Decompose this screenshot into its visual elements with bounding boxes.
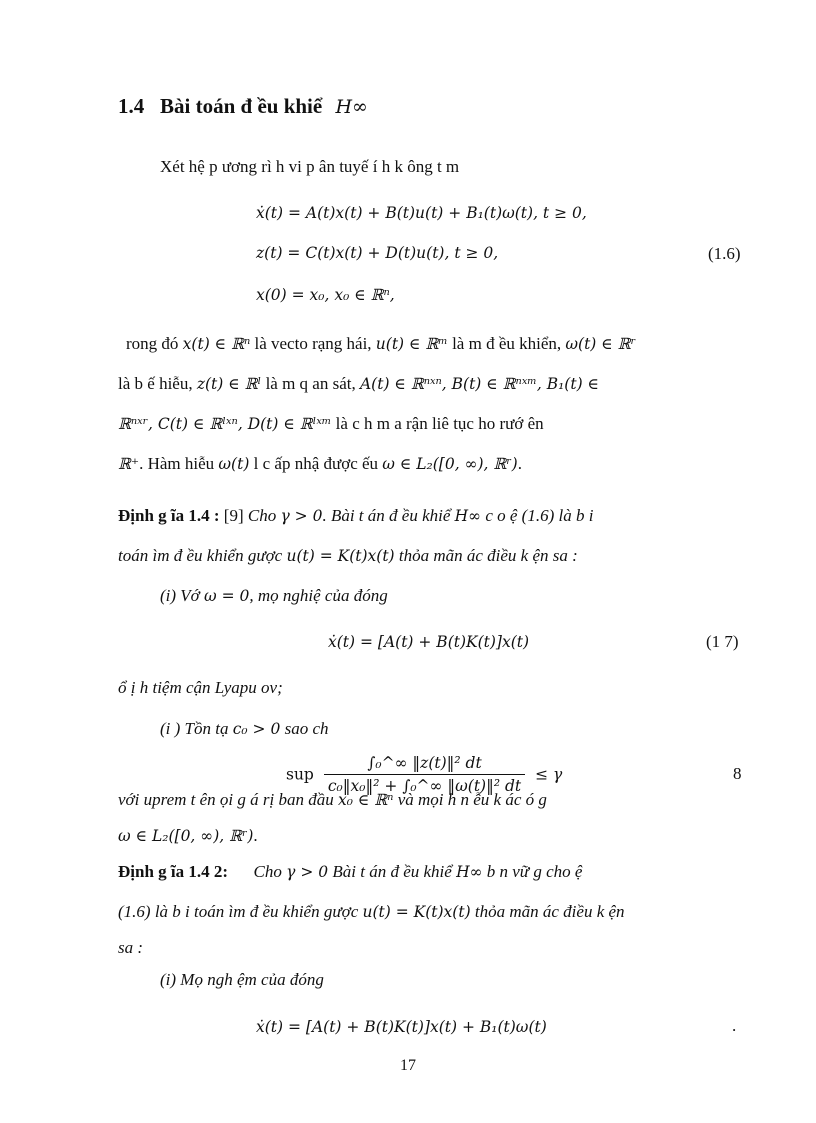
section-number: 1.4 — [118, 94, 145, 118]
def-math: u(t) = K(t)x(t) — [286, 547, 395, 565]
def-math: γ > 0 — [280, 507, 323, 525]
def-math: ω ∈ L₂([0, ∞), ℝʳ) — [118, 827, 254, 845]
def2-line-3: sa : — [118, 938, 144, 957]
system-eq-2: z(t) = C(t)x(t) + D(t)u(t), t ≥ 0, — [256, 244, 499, 262]
desc-text: rong đó — [126, 334, 179, 353]
def-text: (i ) Tồn tạ — [160, 719, 229, 738]
def1-condition-2 — [160, 719, 329, 739]
def1-eq-number: (1 7) — [706, 632, 739, 651]
def-math: H∞ — [454, 507, 482, 525]
def-math: γ > 0 — [286, 863, 329, 881]
desc-math: x(t) ∈ ℝⁿ — [182, 335, 251, 353]
desc-line-2 — [118, 374, 599, 394]
def1-closed-loop-eq: ẋ(t) = [A(t) + B(t)K(t)]x(t) — [328, 633, 530, 651]
def-text: . — [253, 826, 258, 845]
inequality-rhs: ≤ γ — [535, 765, 563, 784]
section-title-math: H∞ — [335, 96, 368, 118]
def1-condition-1 — [160, 586, 388, 606]
desc-math: ℝⁿˣʳ, C(t) ∈ ℝˡˣⁿ, D(t) ∈ ℝˡˣᵐ — [118, 415, 332, 433]
def1-tail-line-2 — [118, 826, 258, 846]
desc-text: l c ấp nhậ được ếu — [253, 454, 379, 473]
def-math: c₀ > 0 — [232, 720, 281, 738]
def1-line-2 — [118, 546, 578, 566]
def-math: u(t) = K(t)x(t) — [362, 903, 471, 921]
desc-text: là b ế hiễu, — [118, 374, 193, 393]
intro-text: Xét hệ p ương rì h vi p ân tuyế í h k ông t m — [160, 157, 460, 176]
system-eq-1: ẋ(t) = A(t)x(t) + B(t)u(t) + B₁(t)ω(t), t ≥ 0, — [256, 204, 587, 222]
section-heading — [118, 94, 368, 119]
def-text: với uprem t ên ọi g á rị ban đầu — [118, 790, 334, 809]
fraction-numerator: ∫₀^∞ ‖z(t)‖² dt — [324, 754, 525, 775]
desc-math: ω ∈ L₂([0, ∞), ℝʳ) — [382, 455, 518, 473]
section-title: Bài toán đ ều khiể — [160, 94, 323, 118]
desc-line-1 — [126, 334, 636, 354]
def-text: , mọ nghiệ của đóng — [249, 586, 388, 605]
desc-text: . — [517, 454, 522, 473]
def1-label: Định g ĩa 1.4 : — [118, 506, 220, 525]
def-text: . Bài t án đ ều khiể — [322, 506, 451, 525]
system-eq-3: x(0) = x₀, x₀ ∈ ℝⁿ, — [256, 286, 395, 304]
def-text: thỏa mãn ác điều k ện — [474, 902, 625, 921]
desc-text: là c h m a rận liê tục ho rướ ên — [335, 414, 544, 433]
def-text: sao ch — [284, 719, 329, 738]
def2-condition-1: (i) Mọ ngh ệm của đóng — [160, 970, 324, 989]
desc-math: ω(t) — [218, 455, 250, 473]
performance-fraction — [324, 754, 525, 795]
def1-tail-line-1 — [118, 790, 547, 810]
def-text: (1.6) là b i toán ìm đ ều khiển gược — [118, 902, 359, 921]
fraction-denominator: c₀‖x₀‖² + ∫₀^∞ ‖ω(t)‖² dt — [327, 777, 522, 795]
system-eq-number: (1.6) — [708, 244, 741, 263]
def-text: c o ệ (1.6) là b i — [485, 506, 594, 525]
desc-text: . Hàm hiễu — [139, 454, 215, 473]
def1-line-1 — [118, 506, 593, 526]
def1-stability-text: ổ ị h tiệm cận Lyapu ov; — [118, 678, 283, 697]
desc-math: ℝ⁺ — [118, 455, 140, 473]
def2-line-1 — [118, 862, 582, 882]
def-text: (i) Vớ — [160, 586, 200, 605]
desc-line-3 — [118, 414, 544, 434]
def-math: ω = 0 — [204, 587, 250, 605]
def-text: toán ìm đ ều khiển gược — [118, 546, 283, 565]
desc-text: là m q an sát, — [265, 374, 356, 393]
desc-math: z(t) ∈ ℝˡ — [196, 375, 262, 393]
desc-math: A(t) ∈ ℝⁿˣⁿ, B(t) ∈ ℝⁿˣᵐ, B₁(t) ∈ — [359, 375, 600, 393]
desc-text: là m đ ều khiển, — [452, 334, 562, 353]
def1-eq-number-2: 8 — [733, 764, 742, 783]
def-text: Bài t án đ ều khiể — [332, 862, 452, 881]
desc-line-4 — [118, 454, 522, 474]
def-math: H∞ — [456, 863, 483, 881]
desc-math: ω(t) ∈ ℝʳ — [565, 335, 636, 353]
desc-math: u(t) ∈ ℝᵐ — [375, 335, 448, 353]
def-text: Cho — [247, 506, 277, 525]
def2-closed-loop-eq: ẋ(t) = [A(t) + B(t)K(t)]x(t) + B₁(t)ω(t) — [256, 1018, 547, 1036]
desc-text: là vecto rạng hái, — [254, 334, 372, 353]
sup-operator: sup — [286, 765, 314, 784]
def2-eq-number: . — [732, 1016, 737, 1035]
def2-label: Định g ĩa 1.4 2: — [118, 862, 229, 881]
def1-performance-inequality — [286, 754, 562, 795]
def-text: b n vữ g cho ệ — [486, 862, 583, 881]
def-text: Cho — [253, 862, 282, 881]
def1-reference: [9] — [223, 506, 244, 525]
page-number: 17 — [400, 1057, 416, 1074]
def2-line-2 — [118, 902, 625, 922]
def-math: x₀ ∈ ℝⁿ — [337, 791, 394, 809]
def-text: thỏa mãn ác điều k ện sa : — [398, 546, 578, 565]
def-text: và mọi h n ễu k ác ó g — [397, 790, 547, 809]
